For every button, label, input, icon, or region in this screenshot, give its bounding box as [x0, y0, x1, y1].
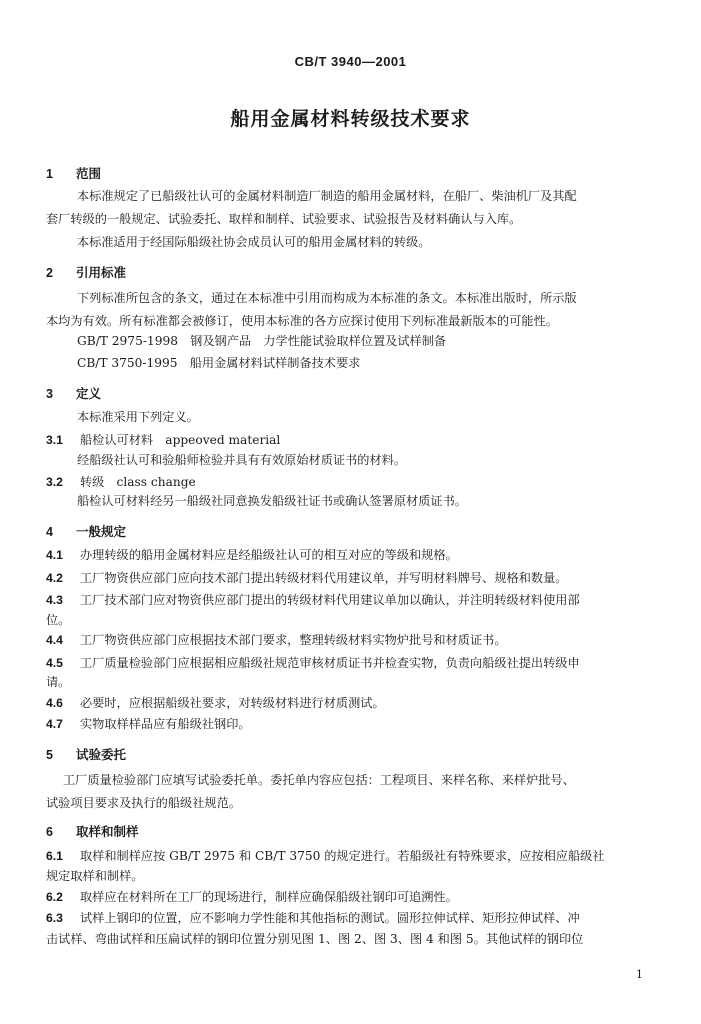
paragraph-line: 套厂转级的一般规定、试验委托、取样和制样、试验要求、试验报告及材料确认与入库。 [46, 212, 522, 226]
definition-term: 3.1 船检认可材料 appeoved material [46, 433, 281, 447]
section-number: 6 [46, 825, 53, 839]
paragraph-line: 本标准适用于经国际船级社协会成员认可的船用金属材料的转级。 [77, 235, 431, 249]
clause-item: 4.7 实物取样样品应有船级社钢印。 [46, 717, 251, 731]
clause-item: 4.2 工厂物资供应部门应向技术部门提出转级材料代用建议单，并写明材料牌号、规格和数量。 [46, 571, 568, 585]
section-1-heading [46, 164, 101, 182]
section-3-heading [46, 384, 101, 402]
paragraph-line: 本标准采用下列定义。 [77, 410, 199, 424]
clause-continuation: 位。 [46, 613, 71, 627]
section-title: 引用标准 [76, 265, 127, 280]
reference-item: CB/T 3750-1995 船用金属材料试样制备技术要求 [77, 356, 361, 370]
definition-number: 3.2 [46, 475, 63, 489]
clause-item: 4.5 工厂质量检验部门应根据相应船级社规范审核材质证书并检查实物，负责向船级社提出转级申 [46, 656, 580, 670]
paragraph-line: 本标准规定了已船级社认可的金属材料制造厂制造的船用金属材料，在船厂、柴油机厂及其配 [77, 189, 577, 203]
clause-item: 4.4 工厂物资供应部门应根据技术部门要求，整理转级材料实物炉批号和材质证书。 [46, 633, 507, 647]
reference-item: GB/T 2975-1998 钢及钢产品 力学性能试验取样位置及试样制备 [77, 334, 447, 348]
section-number: 5 [46, 748, 53, 762]
section-number: 4 [46, 525, 53, 539]
paragraph-line: 试验项目要求及执行的船级社规范。 [46, 796, 241, 810]
paragraph-line: 下列标准所包含的条文，通过在本标准中引用而构成为本标准的条文。本标准出版时，所示版 [77, 291, 577, 305]
section-title: 一般规定 [76, 524, 127, 539]
definition-text: 经船级社认可和验船师检验并具有有效原始材质证书的材料。 [77, 453, 407, 467]
section-number: 1 [46, 167, 53, 181]
clause-item: 4.6 必要时，应根据船级社要求，对转级材料进行材质测试。 [46, 696, 385, 710]
clause-item: 6.2 取样应在材料所在工厂的现场进行，制样应确保船级社钢印可追溯性。 [46, 890, 458, 904]
definition-text: 船检认可材料经另一船级社同意换发船级社证书或确认签署原材质证书。 [77, 494, 467, 508]
paragraph-line: 工厂质量检验部门应填写试验委托单。委托单内容应包括：工程项目、来样名称、来样炉批号、 [63, 773, 575, 787]
clause-item: 6.1 取样和制样应按 GB/T 2975 和 CB/T 3750 的规定进行。若船级社有特殊要求，应按相应船级社 [46, 849, 605, 863]
clause-item: 6.3 试样上钢印的位置，应不影响力学性能和其他指标的测试。圆形拉伸试样、矩形拉伸试样、冲 [46, 911, 580, 925]
paragraph-line: 本均为有效。所有标准都会被修订，使用本标准的各方应探讨使用下列标准最新版本的可能性。 [46, 314, 558, 328]
definition-number: 3.1 [46, 433, 63, 447]
definition-term: 3.2 转级 class change [46, 475, 196, 489]
section-number: 2 [46, 266, 53, 280]
section-5-heading [46, 745, 126, 763]
section-6-heading [46, 822, 139, 840]
section-number: 3 [46, 387, 53, 401]
section-2-heading [46, 263, 126, 281]
section-title: 试验委托 [76, 747, 127, 762]
section-title: 取样和制样 [76, 824, 139, 839]
page-number: 1 [636, 968, 643, 981]
section-title: 范围 [76, 166, 102, 181]
standard-code: CB/T 3940—2001 [294, 54, 407, 69]
clause-item: 4.1 办理转级的船用金属材料应是经船级社认可的相互对应的等级和规格。 [46, 548, 458, 562]
clause-continuation: 规定取样和制样。 [46, 869, 144, 883]
clause-continuation: 请。 [46, 675, 71, 689]
clause-item: 4.3 工厂技术部门应对物资供应部门提出的转级材料代用建议单加以确认，并注明转级材料使用部 [46, 593, 580, 607]
section-4-heading [46, 522, 126, 540]
page-title: 船用金属材料转级技术要求 [230, 108, 471, 130]
clause-continuation: 击试样、弯曲试样和压扁试样的钢印位置分别见图 1、图 2、图 3、图 4 和图 5。其他试样的钢印位 [46, 932, 584, 946]
section-title: 定义 [76, 386, 102, 401]
